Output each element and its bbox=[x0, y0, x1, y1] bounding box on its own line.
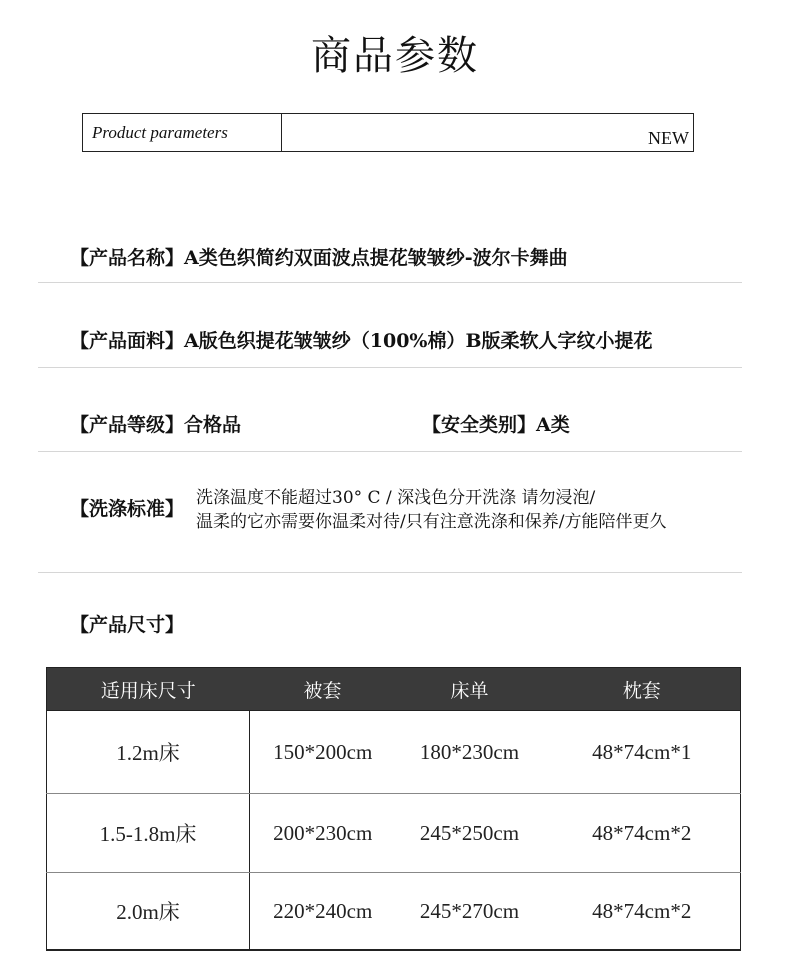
duvet-cover-cell: 220*240cm bbox=[250, 873, 396, 951]
divider bbox=[38, 572, 742, 573]
column-header-pillowcase: 枕套 bbox=[544, 668, 741, 711]
bed-sheet-cell: 180*230cm bbox=[396, 711, 544, 794]
bed-size-cell: 2.0m床 bbox=[47, 873, 250, 951]
fabric-row bbox=[70, 326, 653, 353]
column-header-duvet-cover: 被套 bbox=[250, 668, 396, 711]
table-header-row bbox=[47, 668, 741, 711]
washing-line: 洗涤温度不能超过30° C / 深浅色分开洗涤 请勿浸泡/ bbox=[196, 488, 596, 508]
product-name-value: A类色织简约双面波点提花皱皱纱-波尔卡舞曲 bbox=[184, 247, 568, 269]
washing-key: 【洗涤标准】 bbox=[70, 498, 185, 520]
page-title: 商品参数 bbox=[311, 33, 479, 79]
new-tag: NEW bbox=[648, 128, 689, 148]
pillowcase-cell: 48*74cm*2 bbox=[544, 794, 741, 873]
divider bbox=[38, 367, 742, 368]
grade-row bbox=[70, 410, 241, 437]
washing-line: 温柔的它亦需要你温柔对待/只有注意洗涤和保养/方能陪伴更久 bbox=[196, 512, 667, 532]
divider bbox=[38, 282, 742, 283]
product-parameters-label: Product parameters bbox=[83, 114, 282, 151]
table-row bbox=[47, 873, 741, 951]
product-name-key: 【产品名称】 bbox=[70, 247, 185, 269]
size-table bbox=[46, 667, 741, 951]
bed-sheet-cell: 245*250cm bbox=[396, 794, 544, 873]
washing-text bbox=[196, 486, 666, 534]
grade-key: 【产品等级】 bbox=[70, 414, 185, 436]
size-heading: 【产品尺寸】 bbox=[70, 614, 185, 636]
pillowcase-cell: 48*74cm*1 bbox=[544, 711, 741, 794]
grade-value: 合格品 bbox=[184, 414, 242, 436]
product-parameters-bar bbox=[82, 113, 694, 152]
fabric-key: 【产品面料】 bbox=[70, 330, 185, 352]
bed-size-cell: 1.2m床 bbox=[47, 711, 250, 794]
safety-value: A类 bbox=[536, 414, 570, 436]
duvet-cover-cell: 200*230cm bbox=[250, 794, 396, 873]
column-header-bed-size: 适用床尺寸 bbox=[47, 668, 250, 711]
fabric-value: A版色织提花皱皱纱（100%棉）B版柔软人字纹小提花 bbox=[184, 330, 653, 352]
table-row bbox=[47, 711, 741, 794]
column-header-bed-sheet: 床单 bbox=[396, 668, 544, 711]
safety-key: 【安全类别】 bbox=[422, 414, 537, 436]
bed-sheet-cell: 245*270cm bbox=[396, 873, 544, 951]
pillowcase-cell: 48*74cm*2 bbox=[544, 873, 741, 951]
table-row bbox=[47, 794, 741, 873]
duvet-cover-cell: 150*200cm bbox=[250, 711, 396, 794]
safety-row bbox=[422, 410, 570, 437]
divider bbox=[38, 451, 742, 452]
bed-size-cell: 1.5-1.8m床 bbox=[47, 794, 250, 873]
product-name-row bbox=[70, 243, 568, 270]
